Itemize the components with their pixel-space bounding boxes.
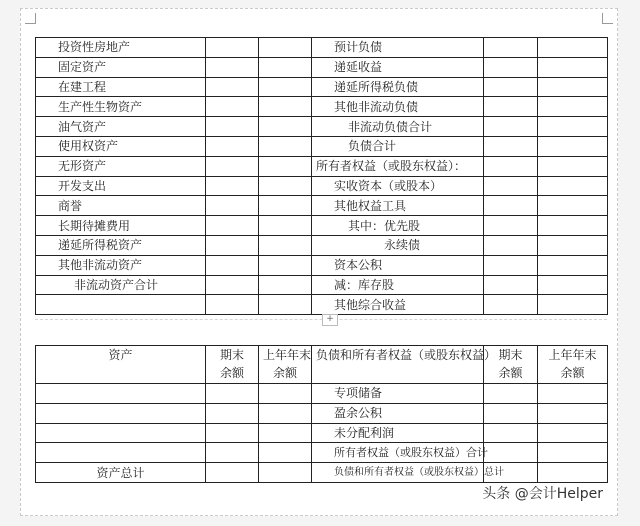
header-liabilities-equity: 负债和所有者权益（或股东权益） — [312, 346, 484, 384]
equity-label: 减：库存股 — [312, 275, 484, 295]
header-period-end: 期末 余额 — [484, 346, 538, 384]
table-row — [36, 77, 608, 97]
table-row — [36, 275, 608, 295]
document-page — [20, 8, 618, 516]
asset-label — [36, 295, 206, 315]
asset-label: 使用权资产 — [36, 136, 206, 156]
table-row — [36, 443, 608, 463]
table-row — [36, 463, 608, 483]
equity-label: 其他权益工具 — [312, 196, 484, 216]
liability-subtotal-label: 非流动负债合计 — [312, 117, 484, 137]
balance-sheet-bottom-table — [35, 345, 608, 483]
header-last-year-end: 上年年末 余额 — [259, 346, 312, 384]
asset-label: 递延所得税资产 — [36, 235, 206, 255]
table-row — [36, 235, 608, 255]
page-corner-mark — [602, 13, 613, 24]
header-last-year-end: 上年年末 余额 — [538, 346, 608, 384]
asset-label: 生产性生物资产 — [36, 97, 206, 117]
asset-label: 商誉 — [36, 196, 206, 216]
table-row — [36, 38, 608, 58]
liabilities-equity-total-label: 负债和所有者权益（或股东权益）总计 — [312, 463, 484, 483]
table-row — [36, 423, 608, 443]
header-period-end: 期末 余额 — [206, 346, 259, 384]
equity-total-label: 所有者权益（或股东权益）合计 — [312, 443, 484, 463]
table-row — [36, 255, 608, 275]
asset-label: 投资性房地产 — [36, 38, 206, 58]
asset-label: 在建工程 — [36, 77, 206, 97]
equity-label: 专项储备 — [312, 384, 484, 404]
asset-label: 固定资产 — [36, 57, 206, 77]
page-break-line — [35, 319, 607, 320]
page-corner-mark — [25, 13, 36, 24]
table-row — [36, 156, 608, 176]
expand-table-button[interactable]: + — [322, 314, 338, 326]
asset-label: 开发支出 — [36, 176, 206, 196]
asset-subtotal-label: 非流动资产合计 — [36, 275, 206, 295]
table-row — [36, 216, 608, 236]
liability-label: 其他非流动负债 — [312, 97, 484, 117]
asset-label: 长期待摊费用 — [36, 216, 206, 236]
equity-label: 其中：优先股 — [312, 216, 484, 236]
equity-label: 其他综合收益 — [312, 295, 484, 315]
assets-total-label: 资产总计 — [36, 463, 206, 483]
table-row — [36, 295, 608, 315]
asset-label: 其他非流动资产 — [36, 255, 206, 275]
table-row — [36, 97, 608, 117]
equity-label: 未分配利润 — [312, 423, 484, 443]
equity-label: 永续债 — [312, 235, 484, 255]
table-row — [36, 57, 608, 77]
equity-section-label: 所有者权益（或股东权益）： — [312, 156, 484, 176]
balance-sheet-top-table — [35, 37, 608, 315]
table-row — [36, 136, 608, 156]
equity-label: 实收资本（或股本） — [312, 176, 484, 196]
liability-label: 递延所得税负债 — [312, 77, 484, 97]
liability-label: 递延收益 — [312, 57, 484, 77]
table-header-row — [36, 346, 608, 384]
equity-label: 资本公积 — [312, 255, 484, 275]
liability-label: 预计负债 — [312, 38, 484, 58]
watermark: 头条 @会计Helper — [482, 486, 603, 502]
table-row — [36, 196, 608, 216]
table-row — [36, 384, 608, 404]
asset-label: 无形资产 — [36, 156, 206, 176]
equity-label: 盈余公积 — [312, 403, 484, 423]
table-row — [36, 176, 608, 196]
table-row — [36, 117, 608, 137]
table-row — [36, 403, 608, 423]
liability-total-label: 负债合计 — [312, 136, 484, 156]
header-assets: 资产 — [36, 346, 206, 384]
asset-label: 油气资产 — [36, 117, 206, 137]
